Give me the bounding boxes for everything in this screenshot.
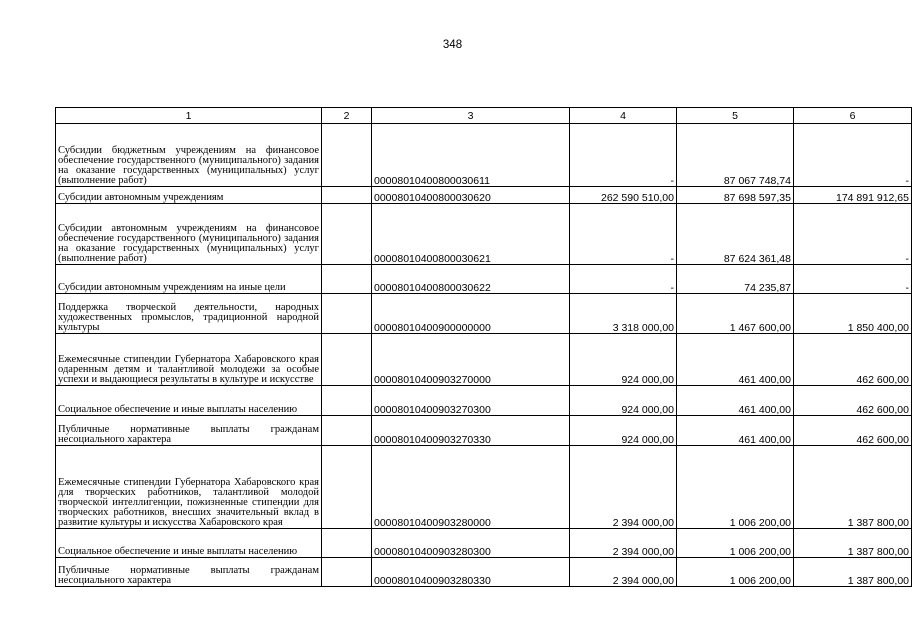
row-name: Публичные нормативные выплаты гражданам несоциального характера [56, 416, 322, 446]
column-header-3: 3 [372, 108, 570, 124]
row-value-4: 3 318 000,00 [570, 294, 677, 334]
row-value-4: - [570, 204, 677, 265]
row-col2 [322, 558, 372, 587]
row-name: Субсидии автономным учреждениям [56, 187, 322, 204]
row-col2 [322, 124, 372, 187]
row-value-4: - [570, 265, 677, 294]
row-col2 [322, 529, 372, 558]
row-col2 [322, 187, 372, 204]
row-value-4: 924 000,00 [570, 416, 677, 446]
row-value-4: 924 000,00 [570, 334, 677, 386]
row-value-5: 461 400,00 [677, 416, 794, 446]
row-name: Поддержка творческой деятельности, народных художественных промыслов, традиционной народной культуры [56, 294, 322, 334]
row-code: 00008010400903270300 [372, 386, 570, 416]
row-value-6: 1 387 800,00 [794, 558, 912, 587]
row-value-6: 174 891 912,65 [794, 187, 912, 204]
column-header-5: 5 [677, 108, 794, 124]
row-name: Публичные нормативные выплаты гражданам несоциального характера [56, 558, 322, 587]
row-code: 00008010400903280000 [372, 446, 570, 529]
row-value-5: 1 006 200,00 [677, 529, 794, 558]
row-value-5: 87 067 748,74 [677, 124, 794, 187]
row-code: 00008010400903280330 [372, 558, 570, 587]
row-code: 00008010400903270330 [372, 416, 570, 446]
row-name: Ежемесячные стипендии Губернатора Хабаровского края одаренным детям и талантливой молодежи за особые успехи и выдающиеся результаты в культуре и искусстве [56, 334, 322, 386]
row-col2 [322, 204, 372, 265]
row-col2 [322, 416, 372, 446]
row-value-6: - [794, 124, 912, 187]
table-row [56, 446, 912, 529]
column-header-2: 2 [322, 108, 372, 124]
table-row [56, 265, 912, 294]
table-row [56, 386, 912, 416]
row-code: 00008010400903280300 [372, 529, 570, 558]
row-name: Социальное обеспечение и иные выплаты населению [56, 386, 322, 416]
table-row [56, 558, 912, 587]
column-header-6: 6 [794, 108, 912, 124]
table-row [56, 294, 912, 334]
table-row [56, 124, 912, 187]
row-code: 00008010400800030622 [372, 265, 570, 294]
row-code: 00008010400800030611 [372, 124, 570, 187]
row-value-5: 87 624 361,48 [677, 204, 794, 265]
row-value-4: 262 590 510,00 [570, 187, 677, 204]
row-name: Социальное обеспечение и иные выплаты населению [56, 529, 322, 558]
row-value-4: 2 394 000,00 [570, 446, 677, 529]
row-value-5: 461 400,00 [677, 386, 794, 416]
row-value-6: - [794, 265, 912, 294]
column-header-4: 4 [570, 108, 677, 124]
budget-table [55, 107, 912, 587]
row-value-4: - [570, 124, 677, 187]
table-row [56, 416, 912, 446]
row-code: 00008010400900000000 [372, 294, 570, 334]
row-value-6: 462 600,00 [794, 416, 912, 446]
row-value-6: 1 387 800,00 [794, 529, 912, 558]
row-value-6: 1 850 400,00 [794, 294, 912, 334]
row-code: 00008010400800030621 [372, 204, 570, 265]
table-row [56, 204, 912, 265]
table-row [56, 187, 912, 204]
row-value-6: 462 600,00 [794, 334, 912, 386]
table-header-row [56, 108, 912, 124]
row-value-6: - [794, 204, 912, 265]
row-value-5: 1 006 200,00 [677, 558, 794, 587]
row-name: Субсидии автономным учреждениям на финансовое обеспечение государственного (муниципального) задания на оказание государственных (муниципальных) услуг (выполнение работ) [56, 204, 322, 265]
column-header-1: 1 [56, 108, 322, 124]
row-col2 [322, 334, 372, 386]
row-value-5: 74 235,87 [677, 265, 794, 294]
row-code: 00008010400800030620 [372, 187, 570, 204]
row-value-5: 87 698 597,35 [677, 187, 794, 204]
row-col2 [322, 446, 372, 529]
row-value-6: 462 600,00 [794, 386, 912, 416]
table-row [56, 529, 912, 558]
row-name: Субсидии бюджетным учреждениям на финансовое обеспечение государственного (муниципального) задания на оказание государственных (муниципальных) услуг (выполнение работ) [56, 124, 322, 187]
row-col2 [322, 386, 372, 416]
row-name: Субсидии автономным учреждениям на иные цели [56, 265, 322, 294]
row-value-6: 1 387 800,00 [794, 446, 912, 529]
row-value-4: 2 394 000,00 [570, 558, 677, 587]
row-code: 00008010400903270000 [372, 334, 570, 386]
row-value-5: 1 467 600,00 [677, 294, 794, 334]
table-row [56, 334, 912, 386]
page-number: 348 [442, 39, 463, 51]
row-name: Ежемесячные стипендии Губернатора Хабаровского края для творческих работников, талантливой молодой творческой интеллигенции, пожизненные стипендии для творческих работников, внесших значительный вклад в развитие культуры и искусства Хабаровского края [56, 446, 322, 529]
row-col2 [322, 265, 372, 294]
row-value-4: 2 394 000,00 [570, 529, 677, 558]
row-value-5: 461 400,00 [677, 334, 794, 386]
row-value-5: 1 006 200,00 [677, 446, 794, 529]
row-value-4: 924 000,00 [570, 386, 677, 416]
row-col2 [322, 294, 372, 334]
